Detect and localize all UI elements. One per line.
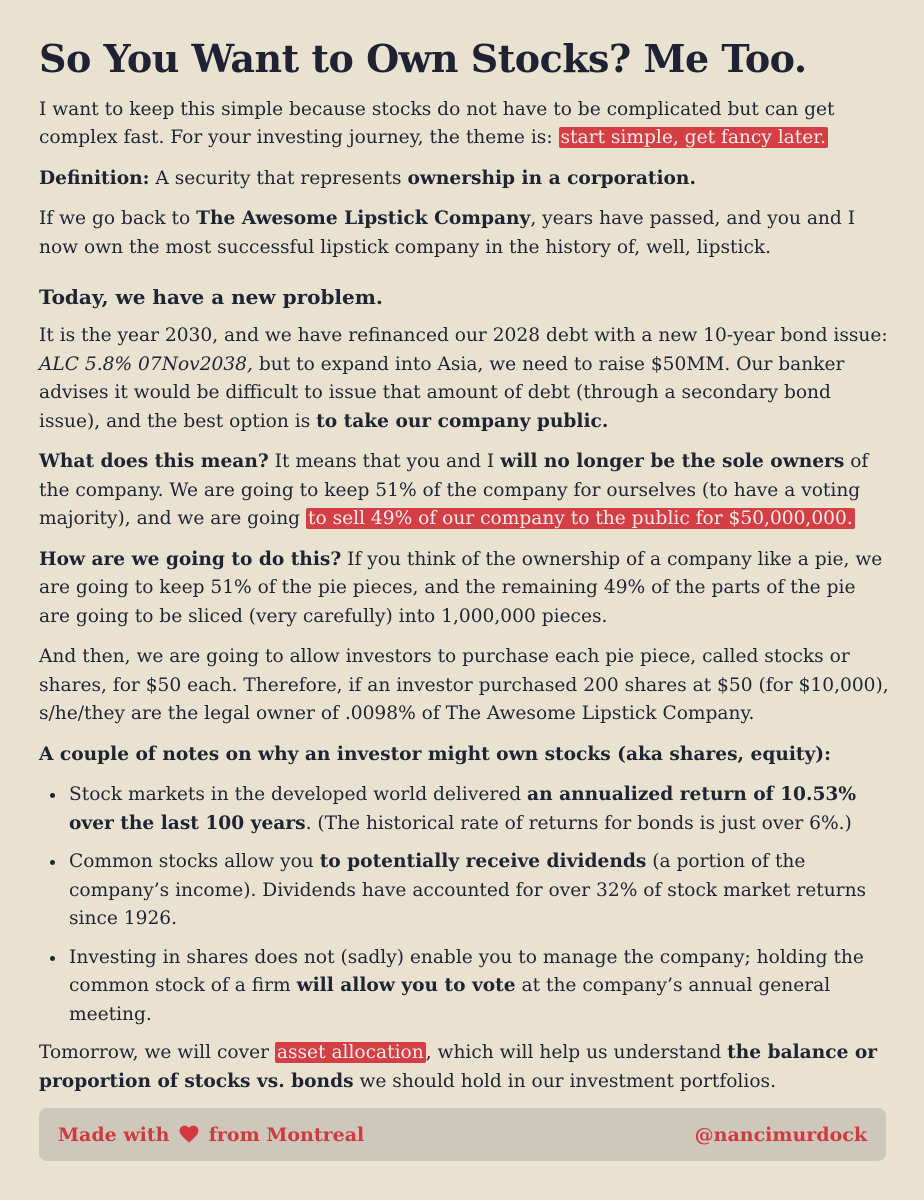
asset-allocation-highlight: asset allocation bbox=[276, 1042, 424, 1064]
made-with-credit: Made with from Montreal bbox=[58, 1123, 365, 1146]
notes-heading: A couple of notes on why an investor might own stocks (aka shares, equity): bbox=[39, 743, 831, 765]
tomorrow-paragraph: Tomorrow, we will cover asset allocation , which will help us understand the balance or proportion of stocks vs. bonds we should hold in our investment portfolios. bbox=[39, 1042, 878, 1092]
list-item: • Investing in shares does not (sadly) enable you to manage the company; holding the common stock of a firm will allow you to vote at the company’s annual general meeting. bbox=[67, 944, 889, 1030]
go-public-bold: to take our company public. bbox=[316, 410, 609, 432]
intro-paragraph: I want to keep this simple because stocks do not have to be complicated but can get complex fast. For your investing journey, the theme is: start simple, get fancy later. bbox=[39, 98, 835, 149]
meaning-paragraph: What does this mean? It means that you and I will no longer be the sole owners of the company. We are going to keep 51% of the company for ourselves (to have a voting majority), and we are going to sell 49% of our company to the public for $50,000,000. bbox=[39, 451, 869, 530]
bond-name: ALC 5.8% 07Nov2038, bbox=[39, 353, 253, 375]
heart-icon bbox=[179, 1125, 199, 1143]
page-title: So You Want to Own Stocks? Me Too. bbox=[39, 36, 807, 81]
list-item: • Stock markets in the developed world delivered an annualized return of 10.53% over the last 100 years. (The historical rate of returns for bonds is just over 6%.) bbox=[67, 781, 889, 838]
company-name: The Awesome Lipstick Company bbox=[196, 208, 531, 230]
definition-bold: ownership in a corporation. bbox=[407, 167, 696, 189]
author-handle[interactable]: @nancimurdock bbox=[694, 1123, 867, 1146]
year-paragraph: It is the year 2030, and we have refinanced our 2028 debt with a new 10-year bond issue: ALC 5.8% 07Nov2038, but to expand into Asia, we need to raise $50MM. Our banker advises it would be difficult to issue that amount of debt (through a secondary bond issue), and the best option is to take our company public. bbox=[39, 325, 888, 432]
how-label: How are we going to do this? bbox=[39, 548, 342, 570]
section-heading: Today, we have a new problem. bbox=[39, 285, 383, 310]
then-paragraph: And then, we are going to allow investors to purchase each pie piece, called stocks or shares, for $50 each. Therefore, if an investor purchased 200 shares at $50 (for $10,000), s/he/they are the legal owner of .0098% of The Awesome Lipstick Company. bbox=[39, 646, 889, 725]
list-item: • Common stocks allow you to potentially receive dividends (a portion of the company’s income). Dividends have accounted for over 32% of stock market returns since 1926. bbox=[67, 848, 889, 934]
definition-paragraph: Definition: A security that represents ownership in a corporation. bbox=[39, 167, 696, 189]
sole-owners-bold: will no longer be the sole owners bbox=[500, 451, 845, 473]
lipstick-paragraph: If we go back to The Awesome Lipstick Company, years have passed, and you and I now own the most successful lipstick company in the history of, well, lipstick. bbox=[39, 208, 856, 258]
definition-label: Definition: bbox=[39, 167, 150, 189]
footer-banner bbox=[39, 1108, 886, 1161]
balance-bold: the balance or proportion of stocks vs. bonds bbox=[39, 1042, 878, 1092]
meaning-label: What does this mean? bbox=[39, 451, 269, 473]
notes-list bbox=[39, 781, 889, 1029]
article bbox=[39, 36, 889, 1108]
how-paragraph: How are we going to do this? If you think of the ownership of a company like a pie, we are going to keep 51% of the pie pieces, and the remaining 49% of the parts of the pie are going to be sliced (very carefully) into 1,000,000 pieces. bbox=[39, 548, 883, 627]
sell-highlight: to sell 49% of our company to the public for $50,000,000. bbox=[308, 508, 853, 530]
intro-highlight: start simple, get fancy later. bbox=[560, 127, 826, 149]
